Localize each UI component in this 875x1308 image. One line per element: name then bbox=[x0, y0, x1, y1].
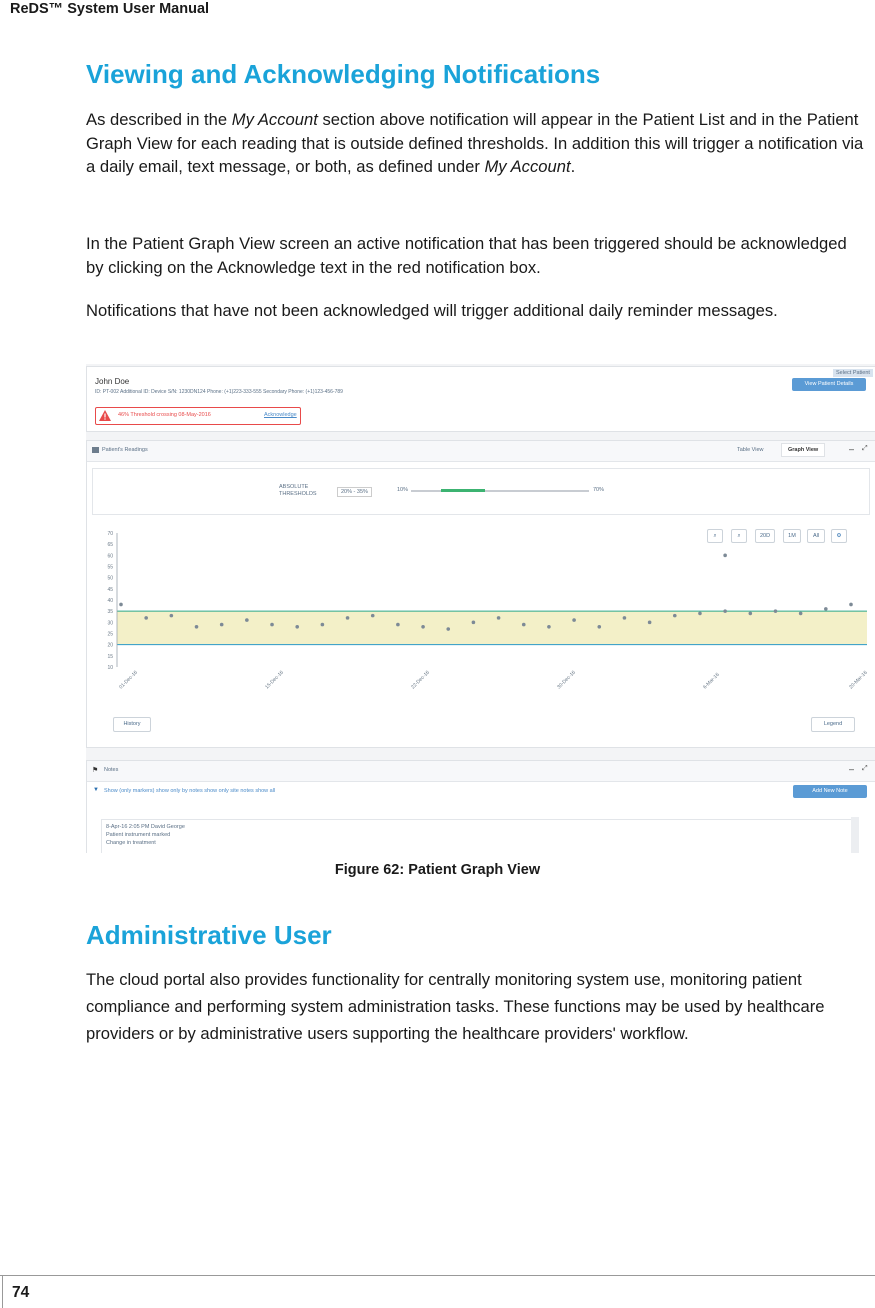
paragraph-reminders: Notifications that have not been acknowledged will trigger additional daily reminder messages. bbox=[86, 301, 778, 320]
data-point bbox=[295, 625, 299, 629]
data-point bbox=[824, 607, 828, 611]
y-tick-label: 40 bbox=[107, 598, 113, 604]
paragraph-notifications-intro bbox=[86, 108, 868, 179]
threshold-slider[interactable] bbox=[411, 490, 589, 492]
x-tick-label: 20-Mar-16 bbox=[848, 669, 869, 691]
expand-icon[interactable]: ⤢ bbox=[862, 445, 868, 452]
notification-box bbox=[95, 407, 301, 425]
y-tick-label: 65 bbox=[107, 542, 113, 549]
data-point bbox=[648, 621, 652, 625]
y-tick-label: 15 bbox=[107, 653, 113, 660]
view-patient-details-button[interactable]: View Patient Details bbox=[792, 378, 866, 391]
filter-icon[interactable]: ▼ bbox=[93, 787, 99, 793]
zoom-out-icon[interactable]: ⌕ bbox=[731, 529, 747, 543]
patient-graph-screenshot bbox=[86, 364, 875, 853]
data-point bbox=[849, 603, 853, 607]
settings-gear-icon[interactable]: ⚙ bbox=[831, 529, 847, 543]
zoom-1m-button[interactable]: 1M bbox=[783, 529, 801, 543]
y-tick-label: 10 bbox=[107, 665, 113, 671]
data-point bbox=[346, 616, 350, 620]
data-point bbox=[270, 623, 274, 627]
threshold-band bbox=[117, 611, 867, 645]
threshold-slider-range[interactable] bbox=[441, 489, 485, 492]
data-point bbox=[774, 609, 778, 613]
data-point bbox=[723, 609, 727, 613]
data-point bbox=[195, 625, 199, 629]
x-tick-label: 15-Dec-16 bbox=[264, 669, 285, 691]
data-point bbox=[396, 623, 400, 627]
paragraph-acknowledge: In the Patient Graph View screen an active notification that has been triggered should be acknowledged by clicking on the Acknowledge text in the red notification box. bbox=[86, 234, 847, 277]
y-tick-label: 70 bbox=[107, 531, 113, 537]
text-run: As described in the bbox=[86, 110, 232, 129]
section-title-admin: Administrative User bbox=[86, 920, 332, 950]
section-title-notifications: Viewing and Acknowledging Notifications bbox=[86, 59, 601, 89]
notes-panel bbox=[86, 760, 875, 853]
y-tick-label: 35 bbox=[107, 609, 113, 616]
data-point bbox=[472, 621, 476, 625]
notification-text: 46% Threshold crossing 08-May-2016 bbox=[118, 412, 211, 418]
emphasis-my-account: My Account bbox=[231, 110, 318, 129]
readings-panel-title: Patient's Readings bbox=[102, 447, 148, 453]
x-tick-label: 30-Dec-16 bbox=[556, 669, 577, 691]
readings-panel bbox=[86, 440, 875, 748]
tab-table-view[interactable]: Table View bbox=[737, 447, 764, 453]
patient-header-panel bbox=[86, 366, 875, 432]
notes-panel-title: Notes bbox=[104, 767, 119, 773]
data-point bbox=[446, 627, 450, 631]
y-tick-label: 50 bbox=[107, 575, 113, 582]
data-point bbox=[371, 614, 375, 618]
minimize-icon[interactable]: – bbox=[849, 764, 855, 774]
note-entry bbox=[101, 819, 857, 853]
data-point bbox=[698, 612, 702, 616]
y-tick-label: 20 bbox=[107, 642, 113, 649]
y-tick-label: 60 bbox=[107, 553, 113, 560]
expand-icon[interactable]: ⤢ bbox=[862, 765, 868, 772]
page-number: 74 bbox=[12, 1284, 30, 1301]
data-point bbox=[170, 614, 174, 618]
note-line: Change in treatment bbox=[106, 840, 156, 846]
figure-caption: Figure 62: Patient Graph View bbox=[334, 862, 541, 878]
tab-graph-view[interactable]: Graph View bbox=[781, 443, 825, 457]
data-point bbox=[597, 625, 601, 629]
add-new-note-button[interactable]: Add New Note bbox=[793, 785, 867, 798]
data-point bbox=[497, 616, 501, 620]
data-point bbox=[749, 612, 753, 616]
text-run: . bbox=[570, 157, 576, 176]
data-point bbox=[245, 618, 249, 622]
legend-button[interactable]: Legend bbox=[811, 717, 855, 732]
data-point bbox=[547, 625, 551, 629]
y-tick-label: 25 bbox=[107, 631, 113, 638]
flag-icon: ⚑ bbox=[92, 767, 99, 774]
minimize-icon[interactable]: – bbox=[849, 444, 855, 454]
zoom-20d-button[interactable]: 20D bbox=[755, 529, 775, 543]
data-point bbox=[522, 623, 526, 627]
y-tick-label: 30 bbox=[107, 620, 113, 627]
y-tick-label: 45 bbox=[107, 586, 113, 593]
readings-panel-header bbox=[87, 441, 875, 462]
patient-name: John Doe bbox=[95, 377, 130, 386]
data-point bbox=[673, 614, 677, 618]
acknowledge-link[interactable]: Acknowledge bbox=[264, 412, 297, 418]
y-tick-label: 55 bbox=[107, 564, 113, 571]
data-point bbox=[572, 618, 576, 622]
zoom-in-icon[interactable]: ⌕ bbox=[707, 529, 723, 543]
data-point bbox=[723, 554, 727, 558]
threshold-range: 20% - 35% bbox=[337, 487, 372, 497]
note-line: Patient instrument marked bbox=[106, 832, 171, 838]
x-tick-label: 22-Dec-16 bbox=[410, 669, 431, 691]
data-point bbox=[421, 625, 425, 629]
select-patient-link[interactable]: Select Patient bbox=[833, 369, 873, 377]
patient-info: ID: PT-002 Additional ID: Device S/N: 1230DN124 Phone: (+1)223-333-555 Secondary Phone: (+1)123-456-789 bbox=[95, 389, 343, 395]
notes-panel-header bbox=[87, 761, 875, 782]
text-run: section above notification will appear in the Patient List and in the Patient Graph View for each reading that is outside defined thresholds. In addition this will trigger a notification via a daily email, text message, or both, as defined under bbox=[86, 110, 864, 176]
data-point bbox=[799, 612, 803, 616]
threshold-box bbox=[92, 468, 870, 515]
footer-rule bbox=[0, 1275, 875, 1276]
data-point bbox=[119, 603, 123, 607]
note-header: 8-Apr-16 2:05 PM David George bbox=[106, 824, 185, 830]
data-point bbox=[144, 616, 148, 620]
slider-min-label: 10% bbox=[397, 487, 409, 493]
running-head: ReDS™ System User Manual bbox=[10, 1, 210, 17]
note-filter-links[interactable]: Show (only markers) show only by notes show only site notes show all bbox=[104, 788, 276, 794]
readings-scatter-chart bbox=[87, 521, 875, 711]
footer-rule-tick bbox=[2, 1275, 3, 1308]
x-tick-label: 6-Mar-16 bbox=[702, 671, 721, 691]
scrollbar[interactable] bbox=[851, 817, 859, 853]
emphasis-my-account: My Account bbox=[484, 157, 571, 176]
paragraph-admin: The cloud portal also provides functionality for centrally monitoring system use, monitoring patient compliance and performing system administration tasks. These functions may be used by healthcare providers or by administrative users supporting the healthcare providers' workflow. bbox=[86, 970, 825, 1043]
history-button[interactable]: History bbox=[113, 717, 151, 732]
threshold-label: ABSOLUTE THRESHOLDS bbox=[279, 484, 317, 497]
slider-max-label: 70% bbox=[593, 487, 605, 493]
data-point bbox=[220, 623, 224, 627]
warning-icon bbox=[99, 410, 111, 421]
x-tick-label: 01-Dec-16 bbox=[118, 669, 139, 691]
table-icon bbox=[92, 447, 99, 453]
zoom-all-button[interactable]: All bbox=[807, 529, 825, 543]
data-point bbox=[321, 623, 325, 627]
data-point bbox=[623, 616, 627, 620]
